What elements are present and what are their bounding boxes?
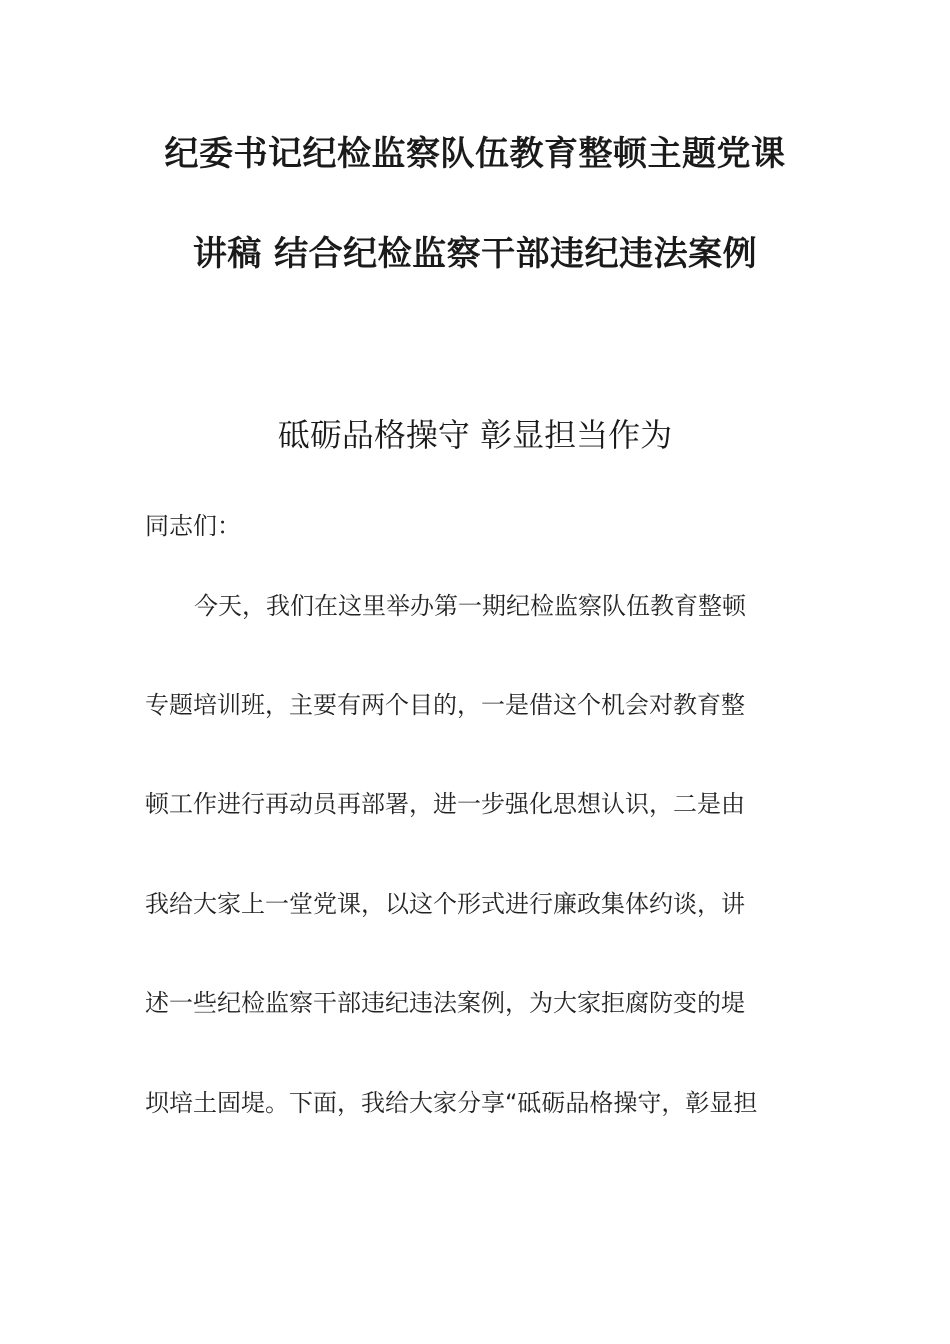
paragraph-line-2: 专题培训班，主要有两个目的，一是借这个机会对教育整 — [145, 691, 745, 719]
document-title-line-1: 纪委书记纪检监察队伍教育整顿主题党课 — [164, 134, 786, 174]
paragraph-line-1: 今天，我们在这里举办第一期纪检监察队伍教育整顿 — [194, 592, 746, 620]
salutation: 同志们： — [145, 512, 241, 540]
document-title-line-2: 讲稿 结合纪检监察干部违纪违法案例 — [192, 234, 758, 274]
paragraph-line-3: 顿工作进行再动员再部署，进一步强化思想认识，二是由 — [145, 790, 745, 818]
paragraph-line-5: 述一些纪检监察干部违纪违法案例，为大家拒腐防变的堤 — [145, 989, 745, 1017]
document-subtitle: 砥砺品格操守 彰显担当作为 — [277, 416, 673, 454]
paragraph-line-6: 坝培土固堤。下面，我给大家分享“砥砺品格操守，彰显担 — [145, 1089, 758, 1117]
paragraph-line-4: 我给大家上一堂党课，以这个形式进行廉政集体约谈，讲 — [145, 890, 745, 918]
